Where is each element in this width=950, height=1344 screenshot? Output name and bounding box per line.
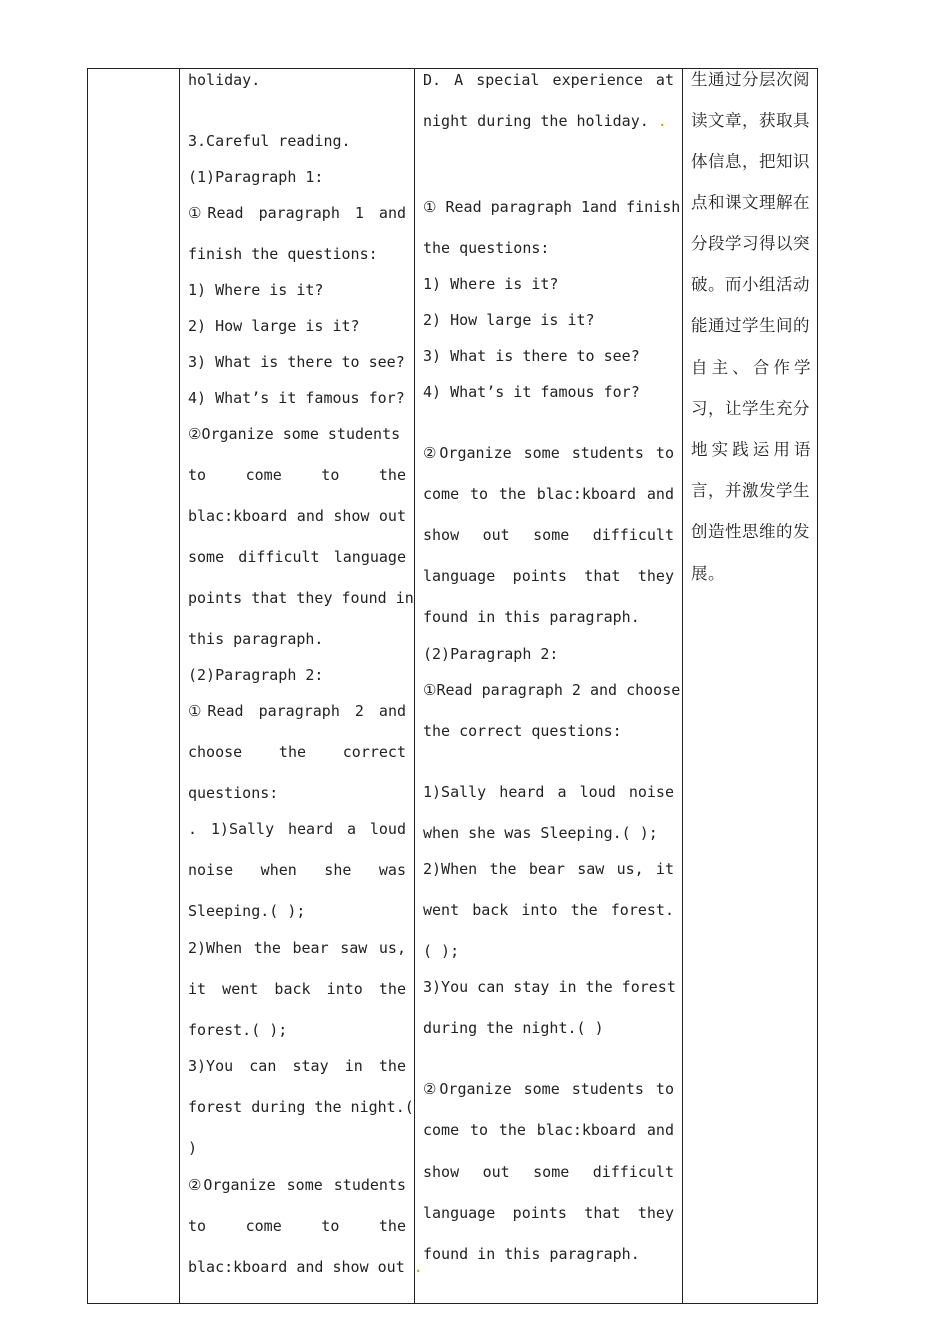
text-line: noise when she was bbox=[188, 861, 406, 879]
text-line: 能通过学生间的 bbox=[691, 316, 810, 335]
text-line: 3)You can stay in the bbox=[188, 1057, 406, 1075]
text-line: during the night.( ) bbox=[423, 1019, 604, 1037]
text-line: show out some difficult bbox=[423, 1163, 674, 1181]
text-line: points that they found in bbox=[188, 589, 414, 607]
text-line: 习，让学生充分 bbox=[691, 399, 810, 418]
text-line: 分段学习得以突 bbox=[691, 234, 810, 253]
text-line: to come to the bbox=[188, 1217, 406, 1235]
table-cell-student-activity bbox=[188, 68, 423, 1304]
text-line: night during the holiday. . bbox=[423, 112, 667, 130]
text-line: the correct questions: bbox=[423, 722, 622, 740]
text-line: finish the questions: bbox=[188, 245, 378, 263]
text-line: 1) Where is it? bbox=[188, 281, 324, 299]
text-line: 展。 bbox=[691, 564, 725, 583]
text-line: 破。而小组活动 bbox=[691, 275, 810, 294]
text-line: ②Organize some students bbox=[188, 425, 401, 443]
text-line: language points that they bbox=[423, 1204, 674, 1222]
text-line: (2)Paragraph 2: bbox=[423, 645, 559, 663]
text-line: ②Organize some students to bbox=[423, 444, 674, 462]
text-line: forest.( ); bbox=[188, 1021, 288, 1039]
text-line: found in this paragraph. bbox=[423, 608, 640, 626]
text-line: 2) How large is it? bbox=[188, 317, 360, 335]
text-line: ②Organize some students to bbox=[423, 1080, 674, 1098]
text-line: some difficult language bbox=[188, 548, 406, 566]
text-line: 2) How large is it? bbox=[423, 311, 595, 329]
text-line: D. A special experience at bbox=[423, 71, 674, 89]
text-line: 3.Careful reading. bbox=[188, 132, 351, 150]
text-line: ( ); bbox=[423, 942, 460, 960]
text-line: 创造性思维的发 bbox=[691, 522, 810, 541]
text-line: 2)When the bear saw us, it bbox=[423, 860, 674, 878]
text-line: (2)Paragraph 2: bbox=[188, 666, 324, 684]
text-line: to come to the bbox=[188, 466, 406, 484]
text-line: come to the blac:kboard and bbox=[423, 1121, 674, 1139]
table-cell-empty bbox=[88, 68, 179, 1304]
text-line: blac:kboard and show out bbox=[188, 507, 406, 525]
text-line: blac:kboard and show out . bbox=[188, 1258, 423, 1276]
column-divider bbox=[682, 68, 683, 1304]
text-line: 读文章，获取具 bbox=[691, 111, 810, 130]
text-line: 体信息，把知识 bbox=[691, 152, 810, 171]
text-line: 1)Sally heard a loud noise bbox=[423, 783, 674, 801]
text-line: ①Read paragraph 2 and bbox=[188, 702, 406, 720]
text-line: 3) What is there to see? bbox=[423, 347, 640, 365]
text-line: forest during the night.( bbox=[188, 1098, 414, 1116]
text-line: ) bbox=[188, 1139, 198, 1157]
text-line: 4) What’s it famous for? bbox=[188, 389, 405, 407]
text-line: found in this paragraph. bbox=[423, 1245, 640, 1263]
text-line: the questions: bbox=[423, 239, 550, 257]
text-line: ①Read paragraph 2 and choose bbox=[423, 681, 681, 699]
column-divider bbox=[414, 68, 415, 1304]
text-line: when she was Sleeping.( ); bbox=[423, 824, 658, 842]
text-line: ①Read paragraph 1 and bbox=[188, 204, 406, 222]
text-line: 言，并激发学生 bbox=[691, 481, 810, 500]
text-line: 1) Where is it? bbox=[423, 275, 559, 293]
text-line: ②Organize some students bbox=[188, 1176, 406, 1194]
text-line: questions: bbox=[188, 784, 279, 802]
mark-dot: . bbox=[648, 112, 667, 130]
text-line: (1)Paragraph 1: bbox=[188, 168, 324, 186]
text-line: 生通过分层次阅 bbox=[691, 70, 810, 89]
text-line: language points that they bbox=[423, 567, 674, 585]
text-line: it went back into the bbox=[188, 980, 406, 998]
text-line: choose the correct bbox=[188, 743, 406, 761]
table-cell-design-intent bbox=[691, 68, 811, 1304]
text-line: come to the blac:kboard and bbox=[423, 485, 674, 503]
mark-dot: . bbox=[404, 1258, 423, 1276]
text-line: ① Read paragraph 1and finish bbox=[423, 198, 681, 216]
text-line: 4) What’s it famous for? bbox=[423, 383, 640, 401]
text-line: 点和课文理解在 bbox=[691, 193, 810, 212]
text-line: holiday. bbox=[188, 71, 261, 89]
text-line: 3) What is there to see? bbox=[188, 353, 405, 371]
text-line: Sleeping.( ); bbox=[188, 902, 306, 920]
text-line: . 1)Sally heard a loud bbox=[188, 820, 406, 838]
text-line: show out some difficult bbox=[423, 526, 674, 544]
text-line: went back into the forest. bbox=[423, 901, 674, 919]
text-line: 3)You can stay in the forest bbox=[423, 978, 676, 996]
table-cell-teacher-activity bbox=[423, 68, 681, 1304]
column-divider bbox=[179, 68, 180, 1304]
text-line: 2)When the bear saw us, bbox=[188, 939, 406, 957]
text-line: this paragraph. bbox=[188, 630, 324, 648]
text-line: 自主、合作学 bbox=[691, 358, 811, 377]
text-line: 地实践运用语 bbox=[691, 440, 811, 459]
